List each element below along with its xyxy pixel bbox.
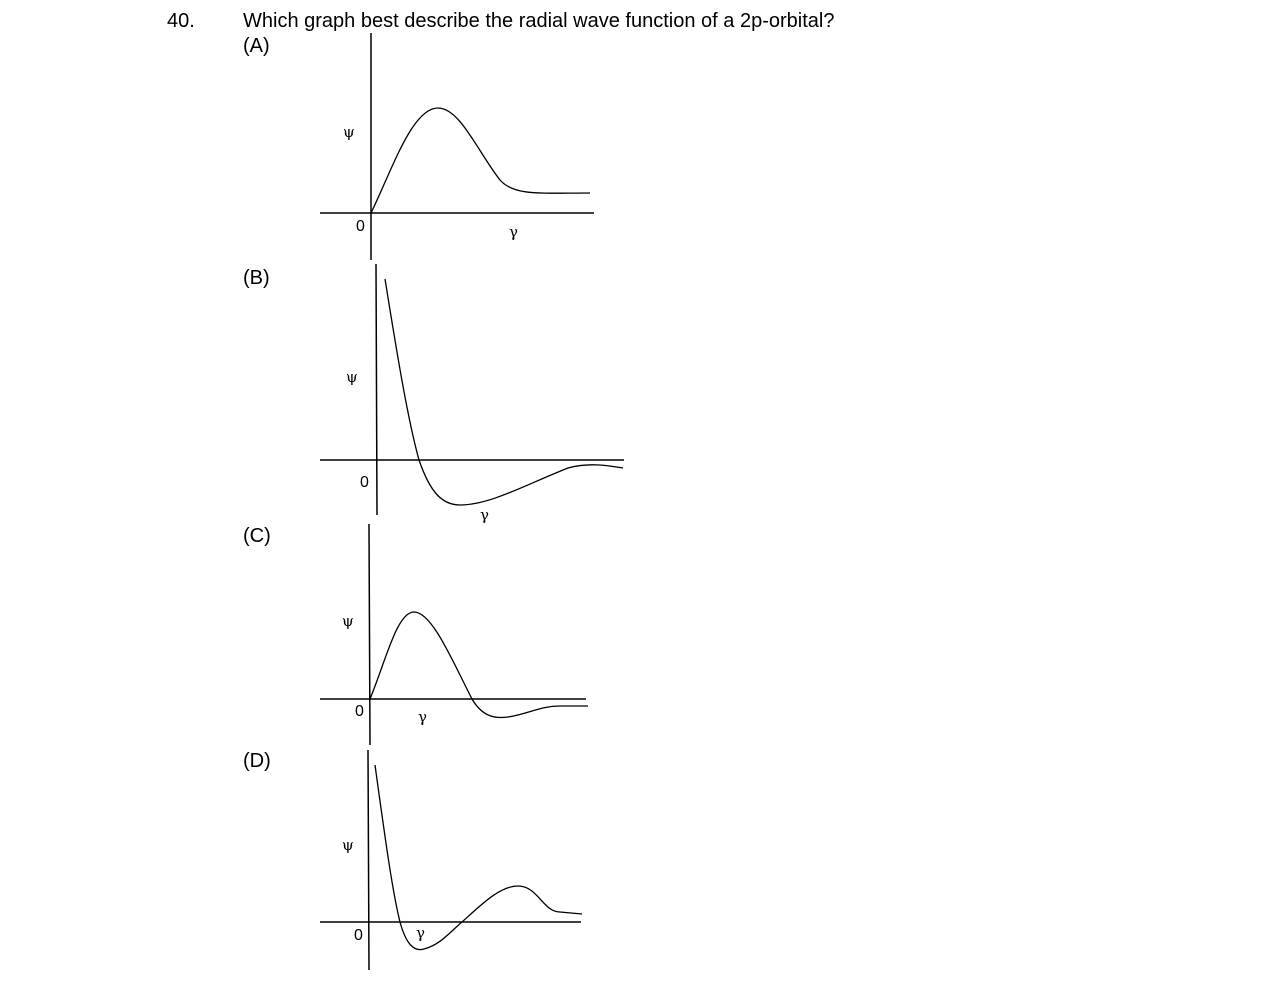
option-d-label[interactable]: (D) (243, 750, 271, 772)
graph-a-icon[interactable] (320, 33, 594, 260)
graph-c-gamma-label: γ (418, 708, 427, 726)
graph-c-y-axis (369, 524, 370, 745)
graph-b-icon[interactable] (320, 264, 624, 524)
graph-c-icon[interactable] (320, 524, 588, 745)
graph-c-curve (370, 612, 588, 718)
option-a-label[interactable]: (A) (243, 35, 270, 57)
graph-d-gamma-label: γ (416, 924, 425, 942)
graph-d-origin-label: 0 (354, 927, 363, 944)
graph-d-icon[interactable] (320, 750, 582, 970)
graph-b-psi-label: ψ (346, 368, 358, 386)
option-c-label[interactable]: (C) (243, 525, 271, 547)
graph-c-psi-label: ψ (342, 612, 354, 630)
graph-b-curve (385, 279, 623, 505)
graph-a-gamma-label: γ (509, 223, 518, 241)
graph-a-origin-label: 0 (356, 218, 365, 235)
question-text: Which graph best describe the radial wave function of a 2p-orbital? (243, 10, 835, 32)
graph-d-y-axis (368, 750, 369, 970)
graph-d-psi-label: ψ (342, 836, 354, 854)
graph-b-gamma-label: γ (480, 506, 489, 524)
graph-a-curve (371, 108, 590, 213)
graph-c-origin-label: 0 (355, 703, 364, 720)
question-number: 40. (167, 10, 195, 32)
option-b-label[interactable]: (B) (243, 267, 270, 289)
graph-b-y-axis (376, 264, 377, 515)
graph-a-psi-label: ψ (343, 123, 355, 141)
graph-b-origin-label: 0 (360, 474, 369, 491)
